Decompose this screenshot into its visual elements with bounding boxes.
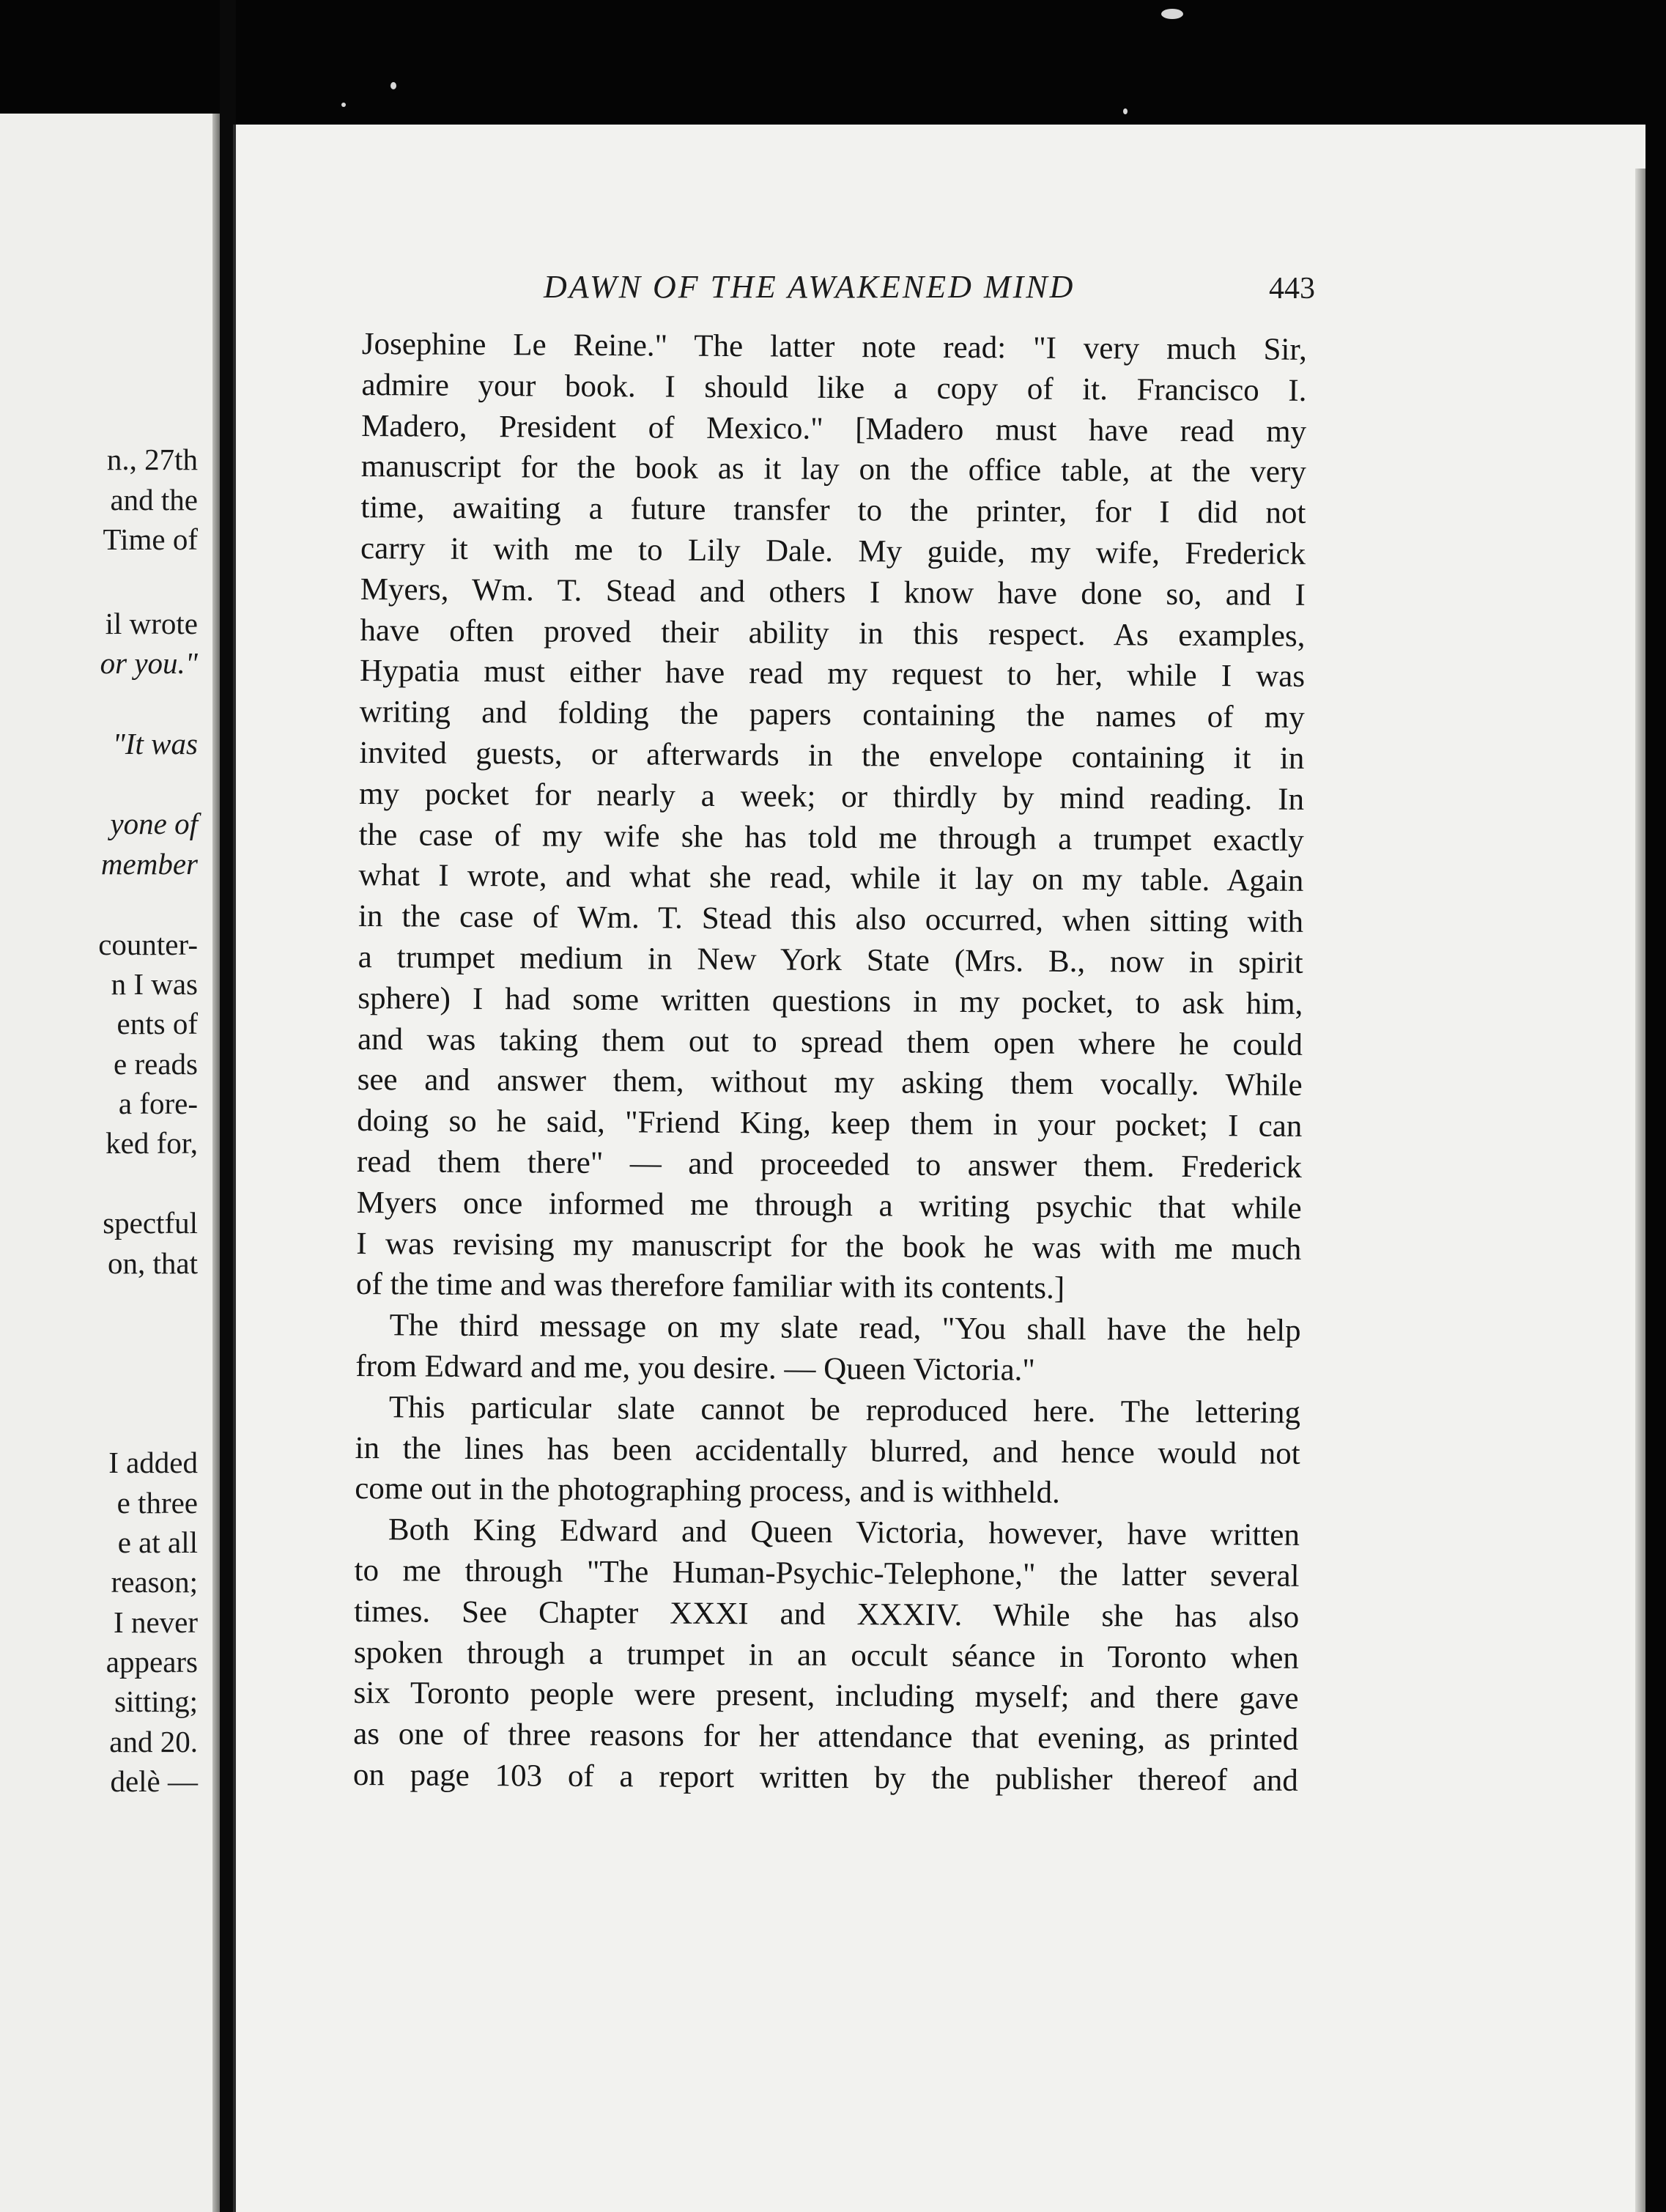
- left-page-line: I added: [108, 1446, 198, 1479]
- text-line: Myers, Wm. T. Stead and others I know have done so, and I: [360, 572, 1306, 613]
- text-line: have often proved their ability in this respect. As examples,: [360, 613, 1306, 654]
- left-page-line: n., 27th: [106, 443, 198, 476]
- left-page-line: spectful: [103, 1206, 198, 1240]
- text-line: my pocket for nearly a week; or thirdly by mind reading. In: [358, 776, 1305, 817]
- text-line: in the case of Wm. T. Stead this also occurred, when sitting with: [358, 899, 1304, 940]
- left-page-line: n I was: [111, 967, 198, 1001]
- left-page-line: yone of: [110, 807, 198, 840]
- text-line: The third message on my slate read, "You shall have the help: [389, 1308, 1301, 1348]
- left-page-line: e reads: [114, 1047, 198, 1081]
- text-line: sphere) I had some written questions in my pocket, to ask him,: [358, 980, 1303, 1021]
- left-page-line: member: [100, 847, 198, 881]
- text-line: see and answer them, without my asking them vocally. While: [357, 1062, 1303, 1103]
- left-page-line: Time of: [103, 522, 198, 556]
- left-page-line: e three: [116, 1486, 198, 1520]
- left-page-line: e at all: [117, 1525, 198, 1559]
- text-line: and was taking them out to spread them open where he could: [357, 1021, 1303, 1062]
- text-line: times. See Chapter XXXI and XXXIV. While she has also: [354, 1594, 1300, 1635]
- text-line: This particular slate cannot be reproduced here. The lettering: [388, 1389, 1301, 1430]
- left-page-line: "It was: [112, 727, 198, 761]
- dust-speck: [1123, 108, 1128, 114]
- right-page-edge: [1635, 169, 1645, 2212]
- left-page-line: ents of: [116, 1007, 198, 1040]
- left-page-line: ked for,: [105, 1126, 198, 1160]
- running-head: DAWN OF THE AWAKENED MIND: [544, 269, 1076, 305]
- left-page-line: counter-: [98, 928, 198, 961]
- left-page-line: reason;: [111, 1565, 198, 1599]
- text-line: doing so he said, "Friend King, keep them in your pocket; I can: [357, 1103, 1303, 1144]
- text-line: spoken through a trumpet in an occult séance in Toronto when: [353, 1635, 1300, 1676]
- left-page-line: on, that: [108, 1246, 198, 1280]
- text-line: admire your book. I should like a copy of it. Francisco I.: [361, 367, 1307, 408]
- text-line: Hypatia must either have read my request to her, while I was: [359, 654, 1306, 695]
- left-page-line: or you.": [100, 646, 198, 680]
- text-line: in the lines has been accidentally blurred, and hence would not: [355, 1430, 1300, 1471]
- text-line: what I wrote, and what she read, while it lay on my table. Again: [358, 858, 1304, 899]
- text-line: six Toronto people were present, including myself; and there gave: [353, 1676, 1299, 1717]
- dust-speck: [341, 103, 346, 107]
- left-page-line: and 20.: [109, 1725, 198, 1758]
- left-page-line: a fore-: [118, 1087, 198, 1120]
- text-line: manuscript for the book as it lay on the office table, at the very: [360, 449, 1306, 490]
- text-line: the case of my wife she has told me through a trumpet exactly: [358, 817, 1304, 858]
- left-page-line: and the: [110, 483, 198, 517]
- text-line: of the time and was therefore familiar with its contents.]: [355, 1267, 1065, 1306]
- left-page-edge: [212, 114, 220, 2212]
- text-line: I was revising my manuscript for the book he was with me much: [356, 1226, 1302, 1267]
- text-line: Both King Edward and Queen Victoria, however, have written: [388, 1512, 1300, 1553]
- text-line: invited guests, or afterwards in the envelope containing it in: [359, 735, 1305, 776]
- text-line: on page 103 of a report written by the publisher thereof and: [352, 1757, 1299, 1798]
- dust-speck: [1161, 9, 1183, 19]
- text-line: Josephine Le Reine." The latter note read: "I very much Sir,: [361, 326, 1307, 367]
- left-page-line: appears: [105, 1645, 198, 1679]
- text-line: time, awaiting a future transfer to the printer, for I did not: [360, 490, 1306, 531]
- text-line: read them there" — and proceeded to answer them. Frederick: [356, 1144, 1303, 1185]
- left-page-line: delè —: [110, 1764, 198, 1798]
- left-page-line: il wrote: [105, 607, 198, 640]
- body-text: [353, 324, 1307, 1802]
- text-line: a trumpet medium in New York State (Mrs. B., now in spirit: [358, 939, 1303, 980]
- dust-speck: [390, 82, 396, 89]
- text-line: Myers once informed me through a writing psychic that while: [356, 1185, 1302, 1226]
- text-line: to me through "The Human-Psychic-Telephone," the latter several: [354, 1553, 1300, 1594]
- text-line: carry it with me to Lily Dale. My guide, my wife, Frederick: [360, 530, 1306, 572]
- left-facing-page: [0, 114, 220, 2212]
- text-line: writing and folding the papers containing the names of my: [359, 695, 1305, 736]
- text-line: come out in the photographing process, and is withheld.: [355, 1471, 1060, 1511]
- text-line: Madero, President of Mexico." [Madero must have read my: [361, 408, 1307, 449]
- text-line: as one of three reasons for her attendance that evening, as printed: [353, 1717, 1299, 1757]
- left-page-line: sitting;: [114, 1684, 198, 1718]
- text-line: from Edward and me, you desire. — Queen Victoria.": [355, 1348, 1036, 1388]
- page-number: 443: [1269, 272, 1315, 306]
- left-page-line: I never: [114, 1605, 198, 1639]
- main-page: [233, 125, 1645, 2212]
